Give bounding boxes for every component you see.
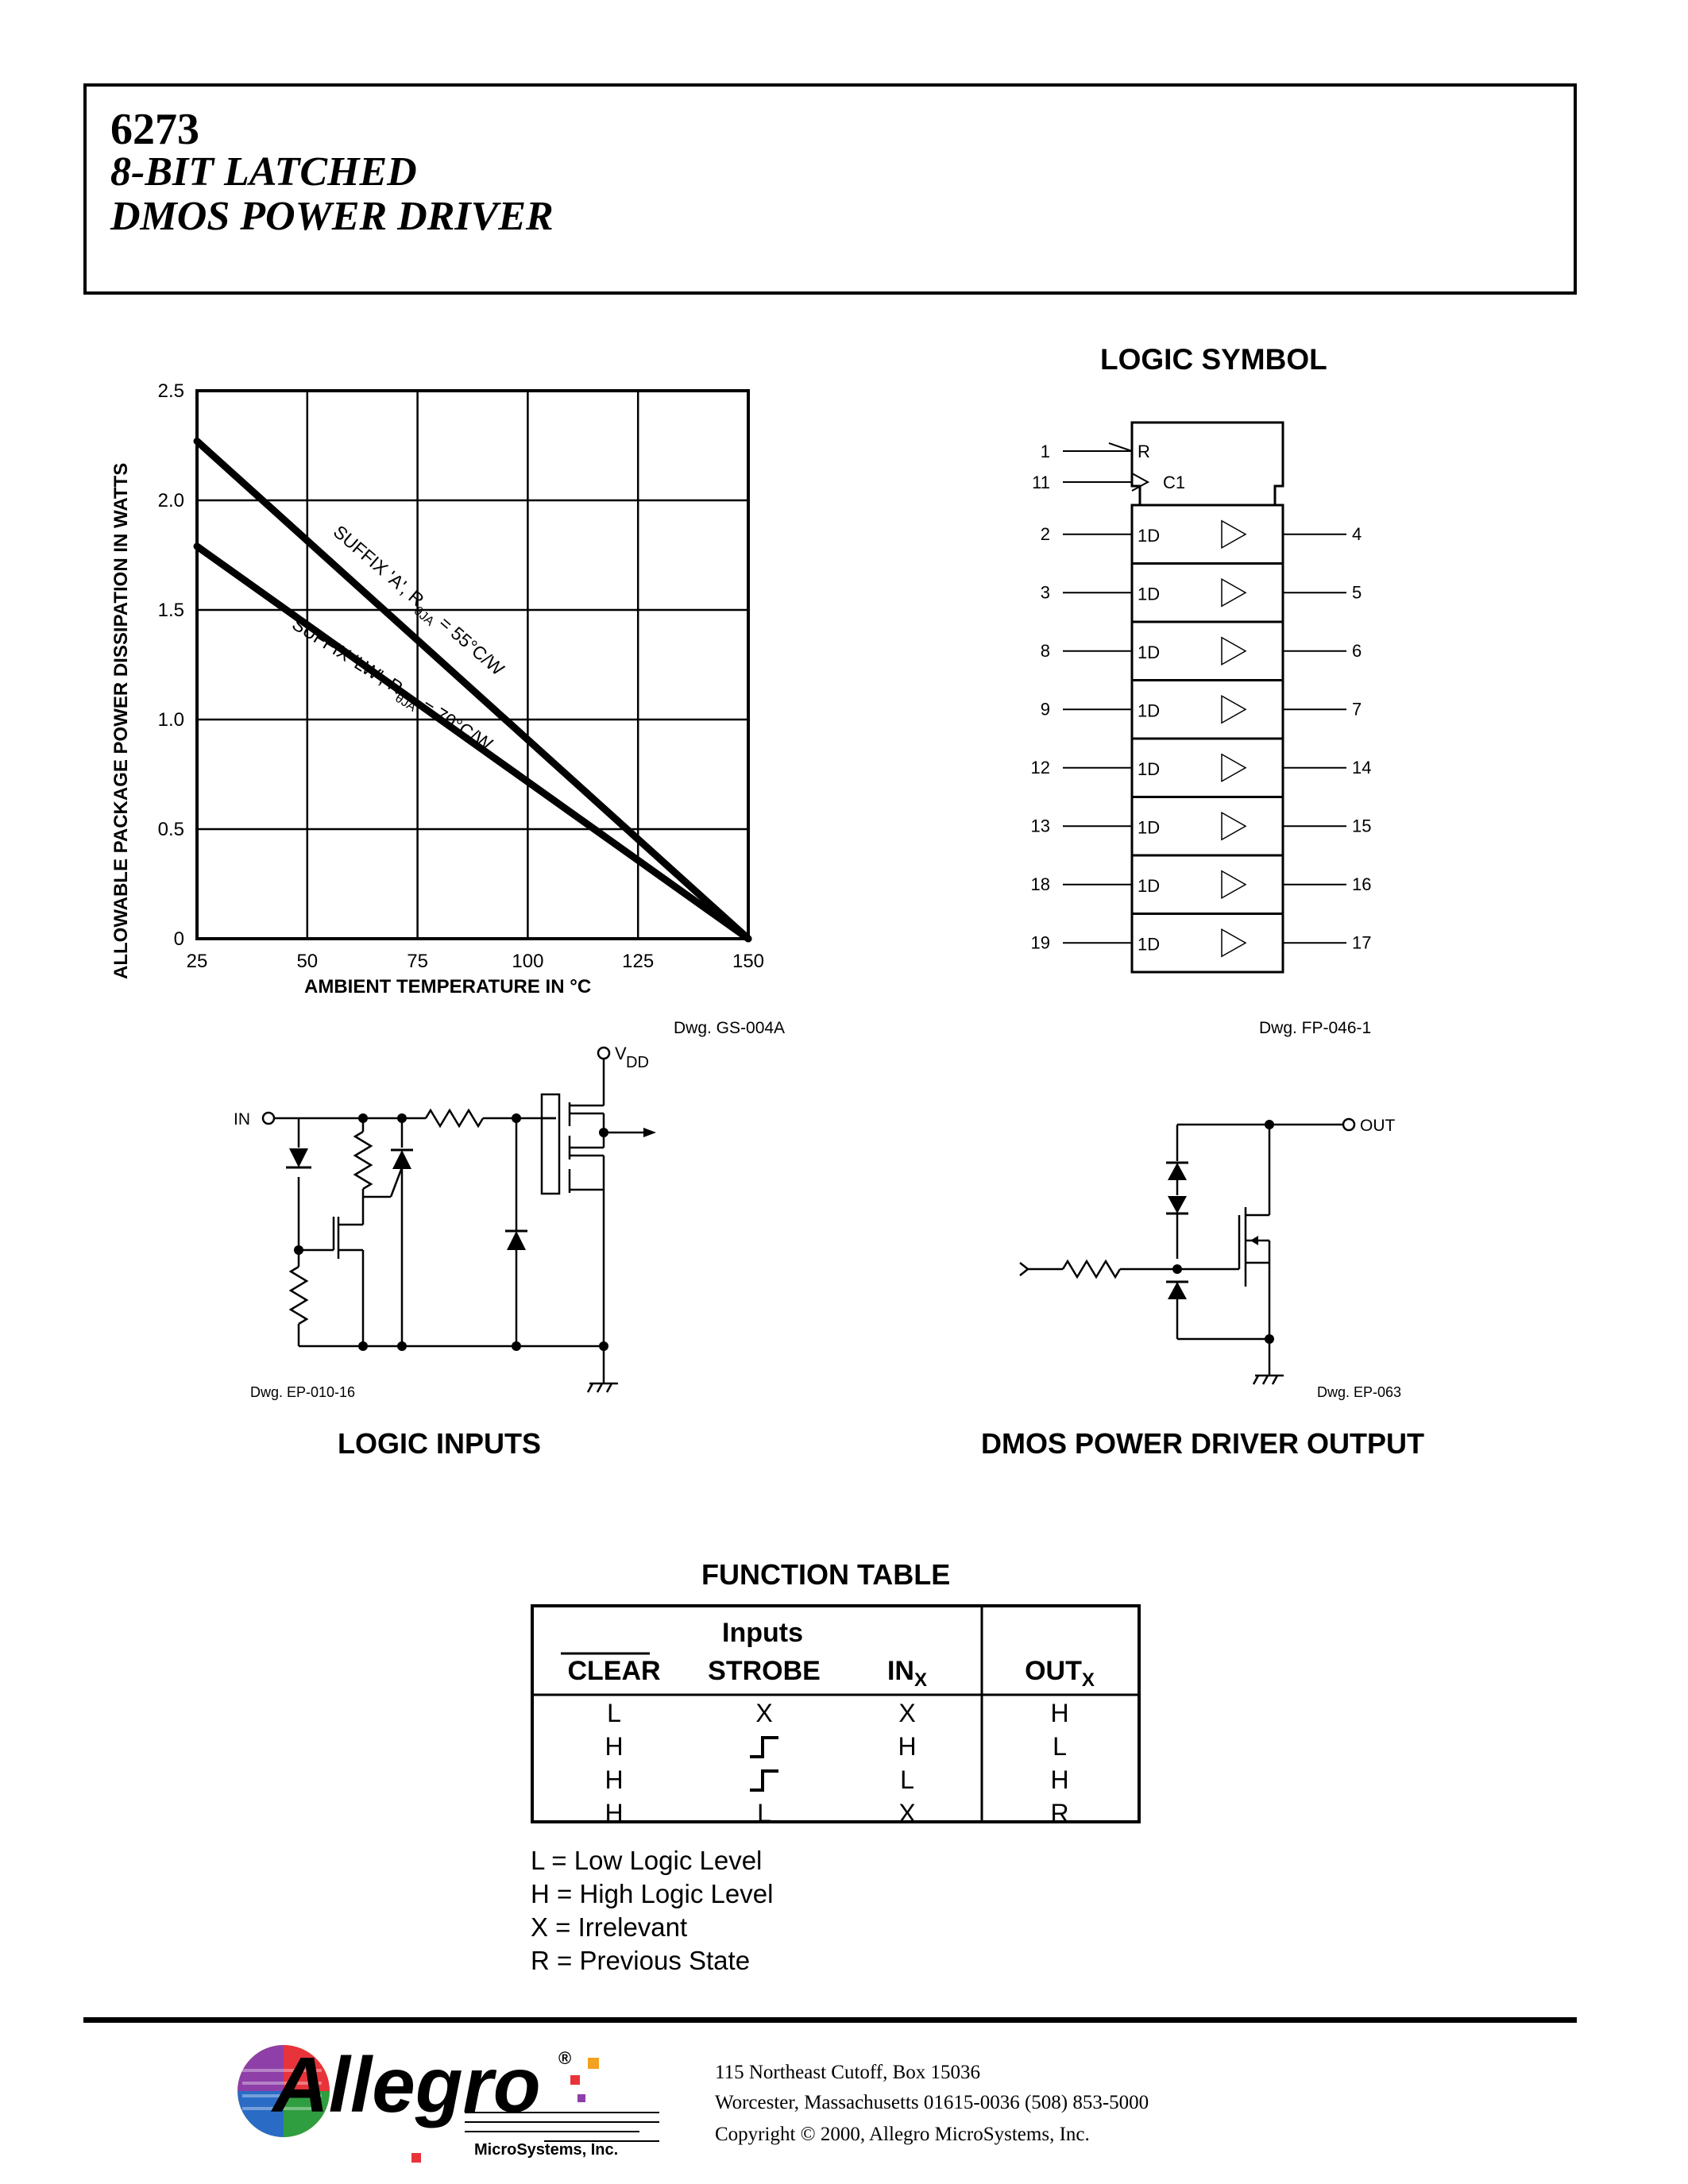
y-tick-label: 1.0 bbox=[157, 709, 184, 731]
address-line-2: Worcester, Massachusetts 01615-0036 (508) 853-5000 bbox=[715, 2092, 1149, 2113]
chart-series bbox=[197, 441, 748, 939]
cell-label: 1D bbox=[1138, 817, 1161, 838]
legend-line: X = Irrelevant bbox=[531, 1912, 688, 1942]
cell-label: 1D bbox=[1138, 875, 1161, 896]
output-pin: 5 bbox=[1352, 582, 1362, 603]
series-label-lw: SUFFIX 'LW', $R_{\theta JA} = 70^\circ C/W$ bbox=[288, 613, 496, 755]
logic-inputs-schematic bbox=[222, 1040, 683, 1414]
buffer-triangle-icon bbox=[1222, 871, 1246, 898]
address-line-1: 115 Northeast Cutoff, Box 15036 bbox=[715, 2062, 981, 2083]
chart-grid bbox=[197, 391, 748, 939]
output-pin: 15 bbox=[1352, 816, 1372, 836]
buffer-triangle-icon bbox=[1222, 929, 1246, 956]
clock-label: C1 bbox=[1163, 473, 1186, 492]
input-pin: 2 bbox=[1040, 523, 1050, 544]
logic-symbol-dwg: Dwg. FP-046-1 bbox=[1259, 1019, 1372, 1037]
allegro-logo bbox=[226, 2029, 671, 2180]
y-tick-label: 2.0 bbox=[157, 490, 184, 511]
series-label-a: SUFFIX 'A', $R_{\theta JA} = 55^\circ C/W$ bbox=[329, 521, 508, 680]
legend-line: H = High Logic Level bbox=[531, 1879, 774, 1908]
output-pin: 7 bbox=[1352, 699, 1362, 720]
cell-label: 1D bbox=[1138, 758, 1161, 779]
y-axis-label: ALLOWABLE PACKAGE POWER DISSIPATION IN WATTS bbox=[110, 462, 132, 979]
input-pin: 3 bbox=[1040, 582, 1050, 603]
dmos-output-schematic bbox=[1009, 1096, 1422, 1414]
input-pin: 19 bbox=[1030, 932, 1050, 953]
function-table-title: FUNCTION TABLE bbox=[701, 1558, 951, 1591]
logo-subtitle: MicroSystems, Inc. bbox=[474, 2141, 619, 2159]
table-cell-out: H bbox=[1050, 1765, 1069, 1794]
logo-text: Allegro bbox=[272, 2041, 541, 2128]
plot-frame bbox=[197, 391, 748, 939]
table-cell-clear: H bbox=[605, 1799, 624, 1827]
table-cell-in: X bbox=[898, 1799, 916, 1827]
table-cell-strobe: L bbox=[757, 1799, 771, 1827]
x-tick-label: 50 bbox=[296, 951, 319, 972]
header-box bbox=[83, 83, 1577, 295]
x-tick-label: 75 bbox=[407, 951, 428, 972]
col-in: $IN_X$ bbox=[886, 1656, 928, 1691]
col-out: $OUT_X$ bbox=[1025, 1656, 1095, 1691]
latch-rows bbox=[1031, 505, 1372, 972]
col-clear: CLEAR bbox=[567, 1656, 661, 1686]
table-cell-clear: L bbox=[607, 1699, 621, 1727]
vdd-label: V bbox=[615, 1044, 627, 1063]
cell-label: 1D bbox=[1138, 700, 1161, 721]
input-pin: 13 bbox=[1030, 816, 1050, 836]
part-number: 6273 bbox=[110, 105, 199, 154]
cell-label: 1D bbox=[1138, 934, 1161, 955]
logic-inputs-dwg: Dwg. EP-010-16 bbox=[250, 1384, 356, 1400]
function-table-rows bbox=[605, 1699, 1068, 1827]
table-cell-out: H bbox=[1050, 1699, 1069, 1727]
legend-line: L = Low Logic Level bbox=[531, 1846, 763, 1875]
table-cell-out: R bbox=[1050, 1799, 1069, 1827]
table-cell-in: H bbox=[898, 1732, 917, 1761]
output-pin: 16 bbox=[1352, 874, 1372, 894]
x-tick-label: 25 bbox=[186, 951, 208, 972]
x-tick-label: 150 bbox=[732, 951, 765, 972]
buffer-triangle-icon bbox=[1222, 521, 1246, 548]
x-axis-label: AMBIENT TEMPERATURE IN °C bbox=[304, 976, 592, 997]
series-line-a bbox=[197, 441, 748, 939]
output-pin: 17 bbox=[1352, 932, 1372, 953]
x-tick-labels bbox=[187, 951, 764, 972]
chart-dwg-label: Dwg. GS-004A bbox=[674, 1019, 786, 1037]
clock-pin: 11 bbox=[1032, 473, 1050, 492]
output-pin: 6 bbox=[1352, 640, 1362, 661]
in-label: IN bbox=[234, 1110, 250, 1129]
y-tick-label: 0.5 bbox=[157, 819, 184, 840]
buffer-triangle-icon bbox=[1222, 754, 1246, 781]
reset-label: R bbox=[1138, 442, 1150, 461]
reset-pin: 1 bbox=[1040, 442, 1050, 461]
y-tick-labels bbox=[158, 380, 184, 950]
legend-line: R = Previous State bbox=[531, 1946, 751, 1975]
logic-symbol-title: LOGIC SYMBOL bbox=[1100, 343, 1327, 376]
table-cell-in: X bbox=[898, 1699, 916, 1727]
logo-registered: ® bbox=[558, 2048, 572, 2068]
footer-rule bbox=[83, 2017, 1577, 2023]
buffer-triangle-icon bbox=[1222, 638, 1246, 665]
function-table bbox=[531, 1604, 1142, 1827]
power-dissipation-chart bbox=[79, 357, 794, 1056]
buffer-triangle-icon bbox=[1222, 696, 1246, 723]
legend bbox=[531, 1844, 773, 1978]
x-tick-label: 100 bbox=[512, 951, 544, 972]
inputs-header: Inputs bbox=[722, 1618, 803, 1648]
cell-label: 1D bbox=[1138, 642, 1161, 662]
vdd-sub-label: DD bbox=[626, 1054, 649, 1071]
y-tick-label: 2.5 bbox=[157, 380, 184, 402]
input-pin: 9 bbox=[1040, 699, 1050, 720]
cell-label: 1D bbox=[1138, 584, 1161, 604]
x-tick-label: 125 bbox=[622, 951, 655, 972]
rising-edge-icon bbox=[750, 1771, 778, 1790]
buffer-triangle-icon bbox=[1222, 579, 1246, 606]
input-pin: 12 bbox=[1030, 757, 1050, 778]
buffer-triangle-icon bbox=[1222, 812, 1246, 839]
output-pin: 4 bbox=[1352, 523, 1362, 544]
table-cell-strobe: X bbox=[755, 1699, 773, 1727]
title-line-2: DMOS POWER DRIVER bbox=[110, 194, 554, 239]
table-cell-in: L bbox=[900, 1765, 914, 1794]
rising-edge-icon bbox=[750, 1738, 778, 1757]
col-strobe: STROBE bbox=[708, 1656, 821, 1686]
dmos-output-caption: DMOS POWER DRIVER OUTPUT bbox=[981, 1427, 1425, 1460]
input-pin: 18 bbox=[1030, 874, 1050, 894]
y-tick-label: 1.5 bbox=[157, 600, 184, 621]
out-label: OUT bbox=[1360, 1117, 1396, 1135]
logic-inputs-caption: LOGIC INPUTS bbox=[338, 1427, 542, 1460]
table-cell-out: L bbox=[1053, 1732, 1067, 1761]
copyright: Copyright © 2000, Allegro MicroSystems, Inc. bbox=[715, 2124, 1090, 2145]
dmos-output-dwg: Dwg. EP-063 bbox=[1317, 1384, 1402, 1400]
input-pin: 8 bbox=[1040, 640, 1050, 661]
y-tick-label: 0 bbox=[173, 928, 184, 950]
cell-label: 1D bbox=[1138, 525, 1161, 546]
output-pin: 14 bbox=[1352, 757, 1372, 778]
logic-symbol-diagram bbox=[1025, 405, 1406, 985]
table-cell-clear: H bbox=[605, 1732, 624, 1761]
table-cell-clear: H bbox=[605, 1765, 624, 1794]
title-line-1: 8-BIT LATCHED bbox=[110, 149, 417, 195]
